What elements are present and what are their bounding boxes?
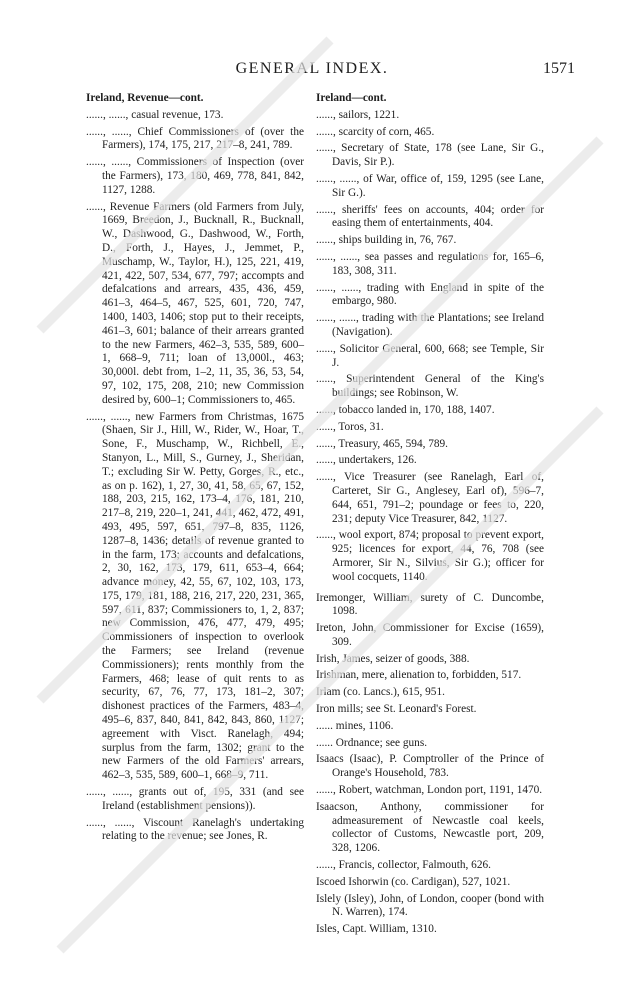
index-entry: ......, Francis, collector, Falmouth, 626. <box>316 859 491 872</box>
index-entry: ......, undertakers, 126. <box>316 454 417 467</box>
right-column <box>316 92 544 940</box>
index-entry: ......, ......, trading with England in spite of the embargo, 980. <box>316 281 544 308</box>
index-entry: Isles, Capt. William, 1310. <box>316 923 437 936</box>
index-entry: ......, Toros, 31. <box>316 420 384 433</box>
index-entry: ......, scarcity of corn, 465. <box>316 125 435 138</box>
running-head-title: GENERAL INDEX. <box>235 60 389 77</box>
index-entry: Irishman, mere, alienation to, forbidden, 517. <box>316 669 522 682</box>
index-entry: ......, ......, Commissioners of Inspection (over the Farmers), 173, 180, 469, 778, 841, 842, 1127, 1288. <box>86 156 304 196</box>
column-heading: Ireland, Revenue—cont. <box>86 92 204 104</box>
index-entry: Isaacs (Isaac), P. Comptroller of the Prince of Orange's Household, 783. <box>316 753 544 780</box>
index-entry: ......, ......, sea passes and regulations for, 165–6, 183, 308, 311. <box>316 250 544 277</box>
index-entry: ......, ......, casual revenue, 173. <box>86 108 224 121</box>
index-entry: ...... Ordnance; see guns. <box>316 736 428 749</box>
index-entry: Irlam (co. Lancs.), 615, 951. <box>316 686 445 699</box>
index-entry: ......, Vice Treasurer (see Ranelagh, Earl of, Carteret, Sir G., Anglesey, Earl of), 596–7, 644, 651, 791–2; poundage or fees to, 220, 231; deputy Vice Treasurer, 842, 1127. <box>316 471 544 525</box>
index-entry: ......, tobacco landed in, 170, 188, 1407. <box>316 403 495 416</box>
index-entry: ......, Superintendent General of the King's buildings; see Robinson, W. <box>316 373 544 400</box>
index-entry: Islely (Isley), John, of London, cooper (bond with N. Warren), 174. <box>316 892 544 919</box>
left-column <box>86 92 304 847</box>
index-entry: Iron mills; see St. Leonard's Forest. <box>316 703 477 716</box>
index-entry: Isaacson, Anthony, commissioner for admeasurement of Newcastle coal keels, collector of Customs, Newcastle port, 209, 328, 1206. <box>316 800 544 855</box>
index-entry: Ireton, John, Commissioner for Excise (1659), 309. <box>316 622 544 648</box>
index-entry: ......, ships building in, 76, 767. <box>316 234 457 247</box>
index-entry: Irish, James, seizer of goods, 388. <box>316 652 470 665</box>
column-heading: Ireland—cont. <box>316 92 387 104</box>
index-entry: ......, ......, trading with the Plantations; see Ireland (Navigation). <box>316 312 544 338</box>
index-entry: Iscoed Ishorwin (co. Cardigan), 527, 1021. <box>316 875 511 888</box>
index-entry: ......, ......, grants out of, 195, 331 (and see Ireland (establishment pensions)). <box>86 786 304 812</box>
index-entry: ......, Solicitor General, 600, 668; see Temple, Sir J. <box>316 342 544 369</box>
index-entry: ......, Treasury, 465, 594, 789. <box>316 437 449 450</box>
page-number: 1571 <box>543 60 575 77</box>
index-entry: Iremonger, William, surety of C. Duncombe, 1098. <box>316 591 544 618</box>
index-entry: ......, Secretary of State, 178 (see Lane, Sir G., Davis, Sir P.). <box>316 142 544 169</box>
index-entry: ......, Robert, watchman, London port, 1191, 1470. <box>316 784 543 797</box>
index-entry: ......, ......, new Farmers from Christmas, 1675 (Shaen, Sir J., Hill, W., Rider, W., Hoar, T., Sone, F., Muschamp, W., Richbell, E., Stanyon, L., Mill, S., Gurney, J., Sheridan, T.; excluding Sir W. Petty, Gorges, R., etc., as on p. 162), 1, 27, 30, 41, 58, 65, 67, 152, 188, 203, 215, 162, 173–4, 176, 181, 210, 217–8, 219, 220–1, 241, 441, 462, 472, 491, 493, 495, 597, 651, 797–8, 835, 1126, 1287–8, 1436; details of revenue granted to in the farm, 173; accounts and defalcations, 2, 30, 162, 173, 179, 611, 653–4, 664; advance money, 42, 55, 67, 102, 103, 173, 175, 179, 181, 188, 216, 217, 220, 231, 365, 597, 611, 837; Commissioners to, 1, 2, 837; new Commission, 476, 477, 479, 495; Commissioners of inspection to overlook the Farmers; see Ireland (revenue Commissioners); rents monthly from the Farmers, 468; lease of quit rents to as security, 67, 76, 77, 173, 181–2, 307; dishonest practices of the Farmers, 483–4, 495–6, 837, 840, 841, 842, 843, 860, 1127; agreement with Visct. Ranelagh, 494; surplus from the farm, 1302; grant to the new Farmers of the old Farmers' arrears, 462–3, 535, 589, 600–1, 668–9, 711. <box>86 410 304 782</box>
index-entry: ......, sheriffs' fees on accounts, 404; order for easing them of entertainments, 404. <box>316 203 544 230</box>
index-entry: ......, ......, Chief Commissioners of (over the Farmers), 174, 175, 217, 217–8, 241, 789. <box>86 125 304 152</box>
index-entry: ...... mines, 1106. <box>316 719 394 732</box>
index-entry: ......, Revenue Farmers (old Farmers from July, 1669, Breedon, J., Bucknall, R., Bucknall, W., Dashwood, G., Dashwood, W., Forth, D., Forth, J., Hayes, J., Jemmet, P., Muschamp, W., Taylor, H.), 125, 221, 419, 421, 422, 507, 534, 677, 797; accompts and defalcations and arrears, 435, 436, 459, 461–3, 464–5, 467, 525, 601, 720, 747, 1400, 1403, 1406; stop put to their receipts, 461–3, 601; balance of their arrears granted to the new Farmers, 462–3, 535, 589, 600–1, 668–9, 711; loan of 13,000l., 463; 30,000l. debt from, 1–2, 11, 35, 36, 53, 54, 97, 102, 175, 208, 210; new Commission desired by, 600–1; Commissioners to, 465. <box>86 200 304 406</box>
index-entry: ......, wool export, 874; proposal to prevent export, 925; licences for export, 44, 76, 708 (see Armorer, Sir N., Silvius, Sir G.); officer for wool cocquets, 1140. <box>316 529 544 583</box>
index-entry: ......, ......, Viscount Ranelagh's undertaking relating to the revenue; see Jones, R. <box>86 816 304 843</box>
index-entry: ......, ......, of War, office of, 159, 1295 (see Lane, Sir G.). <box>316 172 544 199</box>
index-entry: ......, sailors, 1221. <box>316 108 400 121</box>
